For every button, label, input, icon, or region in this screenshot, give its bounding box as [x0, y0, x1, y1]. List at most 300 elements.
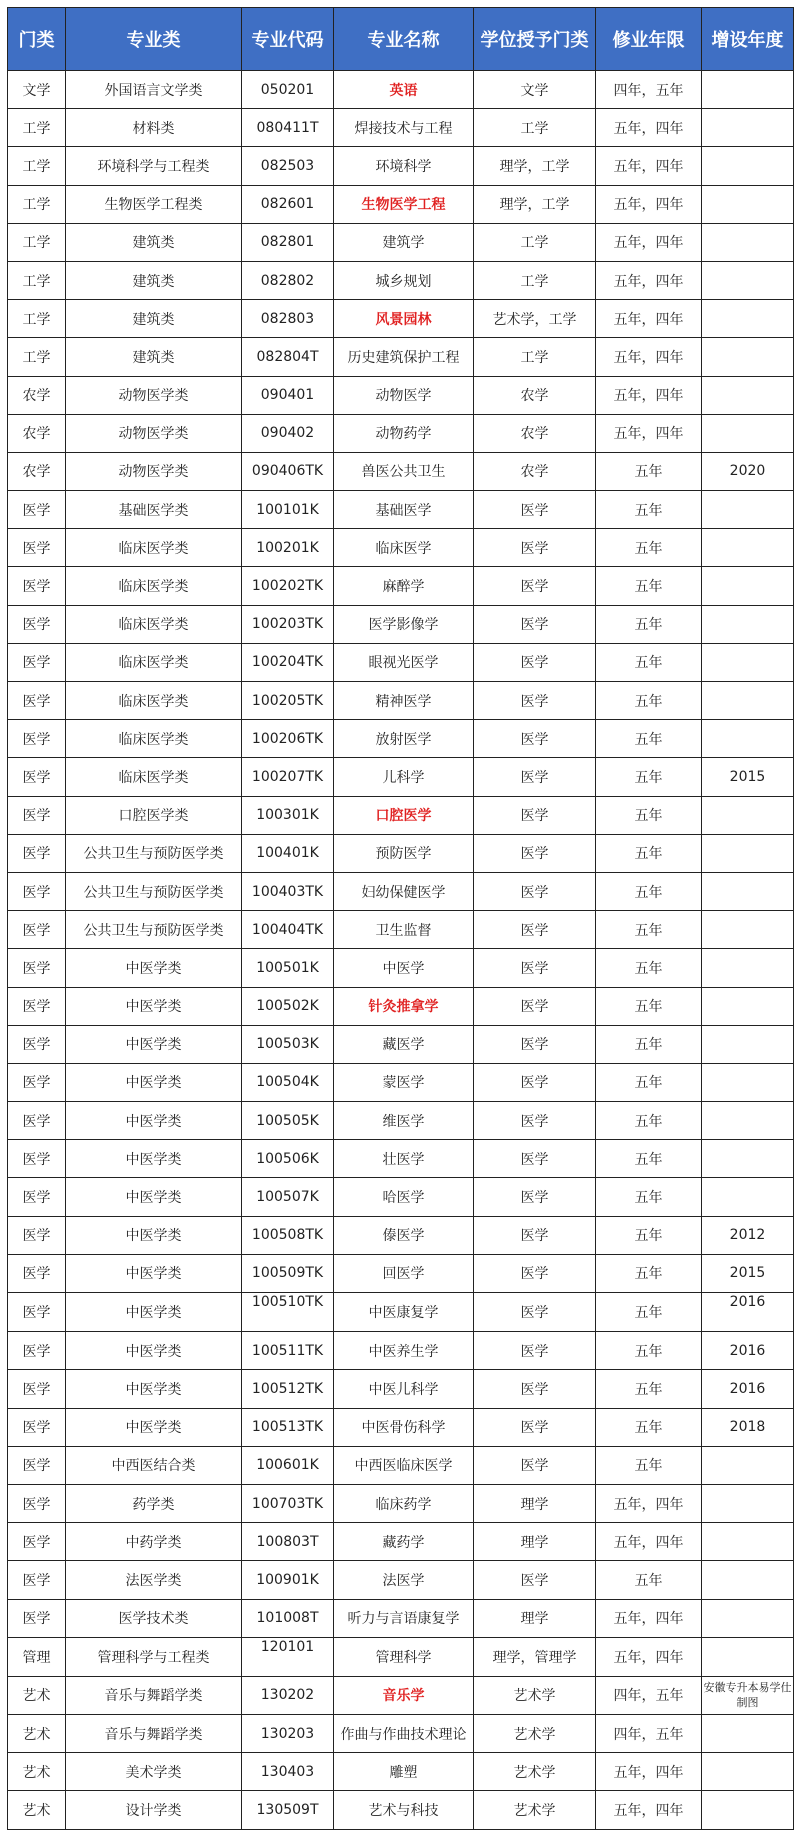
cell-degree-category: 医学: [474, 529, 596, 567]
cell-degree-category: 医学: [474, 1561, 596, 1599]
cell-major-name: 风景园林: [334, 300, 474, 338]
cell-major-code: 100901K: [242, 1561, 334, 1599]
table-row: [8, 1676, 794, 1714]
table-body: [8, 71, 794, 1830]
cell-major-class: 临床医学类: [66, 529, 242, 567]
cell-major-code: 120101: [242, 1637, 334, 1676]
cell-study-years: 五年，四年: [596, 185, 702, 223]
cell-major-name: 精神医学: [334, 682, 474, 720]
cell-degree-category: 医学: [474, 567, 596, 605]
table-row: [8, 1715, 794, 1753]
cell-category: 医学: [8, 1254, 66, 1292]
cell-major-name: 傣医学: [334, 1216, 474, 1254]
cell-added-year: [702, 872, 794, 910]
cell-category: 工学: [8, 147, 66, 185]
cell-major-class: 中医学类: [66, 1216, 242, 1254]
cell-major-class: 中医学类: [66, 1140, 242, 1178]
cell-major-name: 蒙医学: [334, 1063, 474, 1101]
cell-major-name: 藏药学: [334, 1523, 474, 1561]
table-row: [8, 1446, 794, 1484]
cell-added-year: 2015: [702, 1254, 794, 1292]
cell-major-name: 藏医学: [334, 1025, 474, 1063]
cell-study-years: 五年，四年: [596, 1753, 702, 1791]
cell-major-class: 生物医学工程类: [66, 185, 242, 223]
cell-added-year: [702, 1599, 794, 1637]
cell-category: 医学: [8, 1408, 66, 1446]
cell-major-class: 材料类: [66, 109, 242, 147]
cell-study-years: 五年: [596, 1293, 702, 1332]
cell-category: 医学: [8, 1025, 66, 1063]
cell-added-year: [702, 71, 794, 109]
cell-degree-category: 医学: [474, 1446, 596, 1484]
table-row: [8, 1523, 794, 1561]
cell-degree-category: 医学: [474, 1140, 596, 1178]
cell-study-years: 五年，四年: [596, 1523, 702, 1561]
cell-major-code: 082601: [242, 185, 334, 223]
table-row: [8, 1216, 794, 1254]
table-row: [8, 223, 794, 261]
table-row: [8, 1140, 794, 1178]
cell-major-code: 100512TK: [242, 1370, 334, 1408]
cell-study-years: 五年: [596, 1102, 702, 1140]
cell-major-code: 100204TK: [242, 643, 334, 681]
major-table: [7, 7, 794, 1830]
header-row: [8, 8, 794, 71]
table-row: [8, 720, 794, 758]
cell-major-code: 100501K: [242, 949, 334, 987]
cell-added-year: [702, 1715, 794, 1753]
cell-category: 医学: [8, 758, 66, 796]
cell-added-year: [702, 491, 794, 529]
cell-category: 医学: [8, 1216, 66, 1254]
cell-major-code: 100404TK: [242, 911, 334, 949]
cell-degree-category: 医学: [474, 987, 596, 1025]
table-row: [8, 987, 794, 1025]
cell-category: 工学: [8, 338, 66, 376]
cell-added-year: 安徽专升本易学仕制图: [702, 1676, 794, 1714]
table-row: [8, 109, 794, 147]
cell-degree-category: 医学: [474, 1178, 596, 1216]
cell-degree-category: 医学: [474, 1332, 596, 1370]
cell-added-year: 2015: [702, 758, 794, 796]
cell-study-years: 五年: [596, 1216, 702, 1254]
cell-degree-category: 艺术学，工学: [474, 300, 596, 338]
cell-added-year: [702, 1446, 794, 1484]
cell-major-name: 作曲与作曲技术理论: [334, 1715, 474, 1753]
cell-added-year: 2016: [702, 1293, 794, 1332]
cell-major-code: 100511TK: [242, 1332, 334, 1370]
cell-major-code: 050201: [242, 71, 334, 109]
header-added-year: 增设年度: [702, 8, 794, 71]
page: [7, 7, 793, 1830]
cell-major-class: 中医学类: [66, 1332, 242, 1370]
header-degree-category: 学位授予门类: [474, 8, 596, 71]
cell-major-code: 082503: [242, 147, 334, 185]
cell-category: 医学: [8, 1140, 66, 1178]
cell-study-years: 五年: [596, 1063, 702, 1101]
cell-major-name: 动物药学: [334, 414, 474, 452]
table-row: [8, 796, 794, 834]
cell-degree-category: 医学: [474, 491, 596, 529]
cell-study-years: 五年，四年: [596, 376, 702, 414]
cell-major-name: 针灸推拿学: [334, 987, 474, 1025]
table-row: [8, 376, 794, 414]
cell-degree-category: 医学: [474, 834, 596, 872]
cell-category: 工学: [8, 261, 66, 299]
cell-degree-category: 农学: [474, 414, 596, 452]
table-row: [8, 872, 794, 910]
cell-added-year: [702, 834, 794, 872]
cell-major-class: 外国语言文学类: [66, 71, 242, 109]
cell-major-name: 兽医公共卫生: [334, 452, 474, 490]
cell-study-years: 五年: [596, 491, 702, 529]
cell-category: 医学: [8, 720, 66, 758]
cell-degree-category: 医学: [474, 643, 596, 681]
cell-study-years: 五年: [596, 834, 702, 872]
cell-major-code: 130203: [242, 1715, 334, 1753]
cell-category: 医学: [8, 682, 66, 720]
cell-study-years: 五年，四年: [596, 1599, 702, 1637]
table-row: [8, 300, 794, 338]
cell-degree-category: 医学: [474, 1025, 596, 1063]
cell-added-year: [702, 185, 794, 223]
cell-added-year: 2016: [702, 1332, 794, 1370]
table-row: [8, 1599, 794, 1637]
cell-added-year: [702, 1637, 794, 1676]
cell-major-class: 中医学类: [66, 1025, 242, 1063]
cell-major-code: 100509TK: [242, 1254, 334, 1292]
cell-major-class: 建筑类: [66, 338, 242, 376]
cell-study-years: 五年，四年: [596, 1637, 702, 1676]
table-row: [8, 567, 794, 605]
cell-major-code: 100703TK: [242, 1484, 334, 1522]
cell-major-name: 英语: [334, 71, 474, 109]
cell-major-name: 预防医学: [334, 834, 474, 872]
cell-major-code: 100507K: [242, 1178, 334, 1216]
table-row: [8, 1753, 794, 1791]
cell-category: 文学: [8, 71, 66, 109]
cell-major-class: 动物医学类: [66, 376, 242, 414]
cell-major-class: 公共卫生与预防医学类: [66, 834, 242, 872]
table-row: [8, 1332, 794, 1370]
cell-major-name: 壮医学: [334, 1140, 474, 1178]
cell-degree-category: 文学: [474, 71, 596, 109]
cell-study-years: 五年: [596, 720, 702, 758]
cell-major-name: 焊接技术与工程: [334, 109, 474, 147]
cell-added-year: [702, 147, 794, 185]
cell-study-years: 五年: [596, 872, 702, 910]
cell-major-class: 中医学类: [66, 1254, 242, 1292]
cell-major-class: 中医学类: [66, 987, 242, 1025]
cell-added-year: [702, 338, 794, 376]
cell-category: 医学: [8, 1523, 66, 1561]
cell-major-code: 100506K: [242, 1140, 334, 1178]
table-row: [8, 185, 794, 223]
cell-major-name: 儿科学: [334, 758, 474, 796]
cell-category: 工学: [8, 300, 66, 338]
cell-category: 医学: [8, 1446, 66, 1484]
cell-study-years: 五年: [596, 1140, 702, 1178]
cell-major-class: 基础医学类: [66, 491, 242, 529]
cell-study-years: 五年: [596, 1332, 702, 1370]
table-row: [8, 1370, 794, 1408]
cell-study-years: 五年: [596, 1446, 702, 1484]
cell-category: 医学: [8, 949, 66, 987]
cell-study-years: 五年: [596, 1561, 702, 1599]
cell-major-name: 生物医学工程: [334, 185, 474, 223]
cell-degree-category: 工学: [474, 261, 596, 299]
cell-study-years: 五年: [596, 529, 702, 567]
cell-major-code: 100503K: [242, 1025, 334, 1063]
table-row: [8, 147, 794, 185]
cell-major-class: 公共卫生与预防医学类: [66, 872, 242, 910]
cell-category: 医学: [8, 1370, 66, 1408]
cell-added-year: [702, 1140, 794, 1178]
cell-added-year: [702, 414, 794, 452]
cell-major-code: 100205TK: [242, 682, 334, 720]
cell-added-year: [702, 1063, 794, 1101]
cell-major-name: 艺术与科技: [334, 1791, 474, 1829]
cell-major-class: 临床医学类: [66, 682, 242, 720]
cell-major-name: 基础医学: [334, 491, 474, 529]
cell-major-name: 建筑学: [334, 223, 474, 261]
cell-study-years: 五年: [596, 682, 702, 720]
cell-study-years: 五年，四年: [596, 261, 702, 299]
cell-degree-category: 医学: [474, 1370, 596, 1408]
cell-category: 医学: [8, 872, 66, 910]
cell-major-class: 设计学类: [66, 1791, 242, 1829]
cell-major-code: 100401K: [242, 834, 334, 872]
cell-degree-category: 工学: [474, 223, 596, 261]
cell-major-class: 临床医学类: [66, 567, 242, 605]
cell-degree-category: 理学: [474, 1599, 596, 1637]
cell-major-code: 100508TK: [242, 1216, 334, 1254]
table-row: [8, 491, 794, 529]
table-row: [8, 758, 794, 796]
cell-major-name: 医学影像学: [334, 605, 474, 643]
cell-degree-category: 医学: [474, 911, 596, 949]
cell-major-code: 100203TK: [242, 605, 334, 643]
table-row: [8, 1254, 794, 1292]
cell-degree-category: 医学: [474, 1216, 596, 1254]
cell-study-years: 五年: [596, 567, 702, 605]
cell-major-name: 中医骨伤科学: [334, 1408, 474, 1446]
cell-added-year: [702, 720, 794, 758]
cell-major-class: 建筑类: [66, 223, 242, 261]
cell-degree-category: 医学: [474, 682, 596, 720]
cell-major-name: 眼视光医学: [334, 643, 474, 681]
cell-major-code: 100201K: [242, 529, 334, 567]
cell-major-code: 130403: [242, 1753, 334, 1791]
cell-added-year: [702, 376, 794, 414]
cell-degree-category: 艺术学: [474, 1715, 596, 1753]
cell-major-name: 临床药学: [334, 1484, 474, 1522]
cell-category: 艺术: [8, 1791, 66, 1829]
cell-major-class: 临床医学类: [66, 720, 242, 758]
cell-major-name: 中医养生学: [334, 1332, 474, 1370]
cell-category: 工学: [8, 223, 66, 261]
cell-major-code: 082802: [242, 261, 334, 299]
cell-study-years: 五年，四年: [596, 338, 702, 376]
cell-degree-category: 医学: [474, 1408, 596, 1446]
cell-added-year: [702, 567, 794, 605]
cell-major-code: 100101K: [242, 491, 334, 529]
cell-major-class: 音乐与舞蹈学类: [66, 1676, 242, 1714]
cell-major-code: 100504K: [242, 1063, 334, 1101]
cell-category: 医学: [8, 834, 66, 872]
cell-degree-category: 医学: [474, 872, 596, 910]
cell-major-code: 100207TK: [242, 758, 334, 796]
cell-major-class: 建筑类: [66, 300, 242, 338]
cell-added-year: 2016: [702, 1370, 794, 1408]
cell-category: 医学: [8, 911, 66, 949]
cell-category: 工学: [8, 185, 66, 223]
cell-added-year: [702, 682, 794, 720]
cell-study-years: 五年，四年: [596, 414, 702, 452]
cell-major-code: 100803T: [242, 1523, 334, 1561]
cell-major-class: 医学技术类: [66, 1599, 242, 1637]
cell-study-years: 五年，四年: [596, 109, 702, 147]
cell-major-name: 听力与言语康复学: [334, 1599, 474, 1637]
header-major-code: 专业代码: [242, 8, 334, 71]
cell-category: 医学: [8, 605, 66, 643]
cell-major-name: 放射医学: [334, 720, 474, 758]
cell-major-class: 动物医学类: [66, 452, 242, 490]
cell-added-year: [702, 987, 794, 1025]
table-row: [8, 1408, 794, 1446]
cell-degree-category: 理学: [474, 1523, 596, 1561]
cell-major-name: 中医学: [334, 949, 474, 987]
cell-added-year: [702, 1523, 794, 1561]
cell-major-class: 临床医学类: [66, 643, 242, 681]
cell-added-year: 2020: [702, 452, 794, 490]
cell-major-name: 口腔医学: [334, 796, 474, 834]
table-row: [8, 338, 794, 376]
table-row: [8, 529, 794, 567]
cell-category: 医学: [8, 1332, 66, 1370]
cell-major-code: 082803: [242, 300, 334, 338]
cell-added-year: [702, 1791, 794, 1829]
table-row: [8, 1791, 794, 1829]
cell-major-name: 妇幼保健医学: [334, 872, 474, 910]
header-study-years: 修业年限: [596, 8, 702, 71]
cell-added-year: [702, 911, 794, 949]
cell-category: 医学: [8, 1293, 66, 1332]
cell-added-year: [702, 1102, 794, 1140]
cell-major-code: 090401: [242, 376, 334, 414]
cell-category: 医学: [8, 1178, 66, 1216]
cell-major-class: 美术学类: [66, 1753, 242, 1791]
cell-degree-category: 理学，管理学: [474, 1637, 596, 1676]
cell-degree-category: 医学: [474, 1254, 596, 1292]
table-row: [8, 643, 794, 681]
cell-study-years: 五年: [596, 796, 702, 834]
header-category: 门类: [8, 8, 66, 71]
cell-major-code: 100403TK: [242, 872, 334, 910]
table-row: [8, 834, 794, 872]
cell-degree-category: 医学: [474, 605, 596, 643]
cell-major-class: 临床医学类: [66, 605, 242, 643]
cell-category: 管理: [8, 1637, 66, 1676]
cell-study-years: 五年: [596, 1025, 702, 1063]
cell-added-year: [702, 949, 794, 987]
cell-major-class: 中医学类: [66, 1370, 242, 1408]
cell-added-year: 2012: [702, 1216, 794, 1254]
cell-major-name: 历史建筑保护工程: [334, 338, 474, 376]
cell-study-years: 五年，四年: [596, 223, 702, 261]
cell-degree-category: 理学，工学: [474, 147, 596, 185]
cell-degree-category: 农学: [474, 376, 596, 414]
cell-major-code: 100502K: [242, 987, 334, 1025]
cell-major-code: 090402: [242, 414, 334, 452]
cell-major-name: 法医学: [334, 1561, 474, 1599]
cell-degree-category: 医学: [474, 1102, 596, 1140]
cell-added-year: [702, 529, 794, 567]
cell-major-code: 082804T: [242, 338, 334, 376]
cell-added-year: [702, 1561, 794, 1599]
cell-major-code: 100301K: [242, 796, 334, 834]
cell-category: 艺术: [8, 1715, 66, 1753]
cell-major-name: 管理科学: [334, 1637, 474, 1676]
cell-major-code: 130202: [242, 1676, 334, 1714]
cell-major-class: 环境科学与工程类: [66, 147, 242, 185]
table-row: [8, 682, 794, 720]
cell-major-name: 动物医学: [334, 376, 474, 414]
cell-major-name: 维医学: [334, 1102, 474, 1140]
cell-major-code: 100510TK: [242, 1293, 334, 1332]
table-row: [8, 911, 794, 949]
cell-degree-category: 医学: [474, 949, 596, 987]
cell-major-class: 公共卫生与预防医学类: [66, 911, 242, 949]
cell-study-years: 五年，四年: [596, 1791, 702, 1829]
table-row: [8, 1102, 794, 1140]
cell-category: 医学: [8, 643, 66, 681]
cell-study-years: 五年: [596, 758, 702, 796]
cell-degree-category: 理学，工学: [474, 185, 596, 223]
table-row: [8, 1484, 794, 1522]
cell-degree-category: 医学: [474, 758, 596, 796]
cell-major-code: 100505K: [242, 1102, 334, 1140]
cell-study-years: 五年: [596, 1370, 702, 1408]
table-row: [8, 1637, 794, 1676]
cell-added-year: [702, 1025, 794, 1063]
cell-degree-category: 工学: [474, 338, 596, 376]
cell-major-code: 101008T: [242, 1599, 334, 1637]
cell-added-year: [702, 605, 794, 643]
table-row: [8, 71, 794, 109]
cell-study-years: 五年，四年: [596, 147, 702, 185]
table-row: [8, 261, 794, 299]
cell-degree-category: 艺术学: [474, 1676, 596, 1714]
cell-major-class: 动物医学类: [66, 414, 242, 452]
cell-study-years: 五年: [596, 987, 702, 1025]
cell-category: 医学: [8, 491, 66, 529]
cell-added-year: [702, 1753, 794, 1791]
cell-added-year: [702, 796, 794, 834]
cell-category: 医学: [8, 796, 66, 834]
cell-major-code: 100513TK: [242, 1408, 334, 1446]
cell-category: 农学: [8, 452, 66, 490]
cell-major-name: 中医康复学: [334, 1293, 474, 1332]
cell-category: 农学: [8, 414, 66, 452]
cell-major-name: 环境科学: [334, 147, 474, 185]
table-row: [8, 1561, 794, 1599]
cell-major-code: 130509T: [242, 1791, 334, 1829]
cell-major-name: 哈医学: [334, 1178, 474, 1216]
cell-category: 医学: [8, 1484, 66, 1522]
table-row: [8, 949, 794, 987]
cell-major-class: 中医学类: [66, 1102, 242, 1140]
